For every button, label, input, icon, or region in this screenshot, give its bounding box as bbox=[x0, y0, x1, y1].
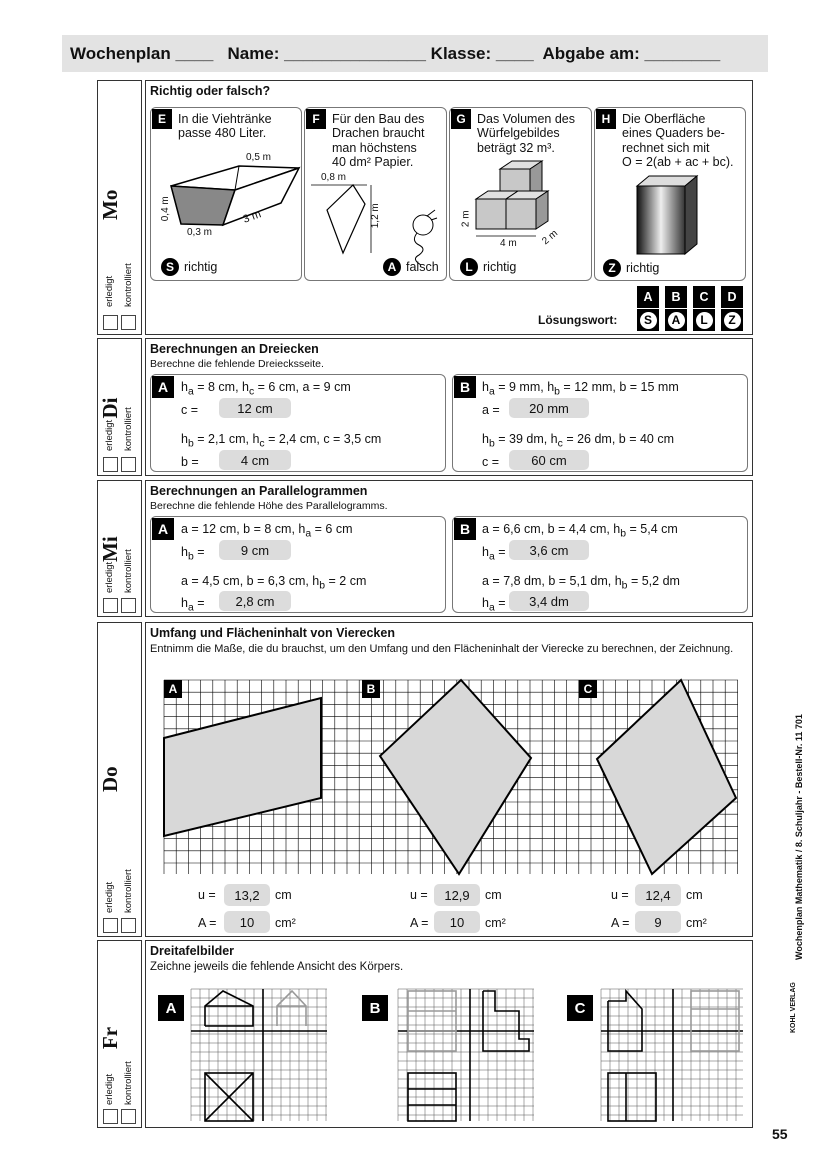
solution-label: Lösungswort: bbox=[538, 313, 618, 327]
kontrolliert-label: kontrolliert bbox=[123, 263, 134, 307]
a-answer[interactable]: 10 bbox=[224, 911, 270, 933]
day-cell-do bbox=[97, 622, 142, 937]
solution-letter: A bbox=[668, 312, 685, 329]
box-b bbox=[452, 516, 748, 613]
figure-letter: A bbox=[164, 680, 182, 698]
answer-field-1[interactable]: 12 cm bbox=[219, 398, 291, 418]
var-1: $h_a$ = bbox=[482, 545, 506, 563]
kontrolliert-label: kontrolliert bbox=[123, 1061, 134, 1105]
box-a bbox=[150, 516, 446, 613]
card-text: In die Viehtränke passe 480 Liter. bbox=[178, 112, 272, 141]
dim-height: 0,4 m bbox=[159, 196, 171, 222]
u-label: u = bbox=[410, 888, 428, 902]
card-e bbox=[150, 107, 302, 281]
box-letter: B bbox=[454, 376, 476, 398]
given-1: $h_a = 9$ mm, $h_b = 12$ mm, b = 15 mm bbox=[482, 380, 679, 398]
solution-head-d: D bbox=[721, 286, 743, 308]
panel-title: Umfang und Flächeninhalt von Vierecken bbox=[150, 626, 395, 640]
day-label: Fr bbox=[98, 1026, 122, 1050]
solution-head-c: C bbox=[693, 286, 715, 308]
erledigt-checkbox[interactable] bbox=[103, 457, 118, 472]
u-unit: cm bbox=[485, 888, 502, 902]
solution-letter: L bbox=[696, 312, 713, 329]
answer-field-2[interactable]: 3,4 dm bbox=[509, 591, 589, 611]
given-1: a = 12 cm, b = 8 cm, $h_a = 6$ cm bbox=[181, 522, 353, 540]
dim-height: 2 m bbox=[460, 210, 472, 228]
solution-cell-a bbox=[637, 309, 659, 331]
a-unit: cm² bbox=[485, 916, 506, 930]
day-cell-mo bbox=[97, 80, 142, 335]
a-unit: cm² bbox=[686, 916, 707, 930]
answer-field-2[interactable]: 4 cm bbox=[219, 450, 291, 470]
panel-tuesday bbox=[145, 338, 753, 476]
card-letter: F bbox=[306, 109, 326, 129]
solution-cell-c bbox=[693, 309, 715, 331]
var-1: $h_b$ = bbox=[181, 545, 205, 563]
answer-letter: L bbox=[460, 258, 478, 276]
answer-letter: S bbox=[161, 258, 179, 276]
u-answer[interactable]: 12,9 bbox=[434, 884, 480, 906]
kontrolliert-label: kontrolliert bbox=[123, 549, 134, 593]
var-2: $h_a$ = bbox=[181, 596, 205, 614]
var-2: c = bbox=[482, 455, 500, 469]
answer-field-2[interactable]: 2,8 cm bbox=[219, 591, 291, 611]
solution-head-b: B bbox=[665, 286, 687, 308]
kite-figure bbox=[305, 108, 448, 282]
figure-letter: C bbox=[567, 995, 593, 1021]
u-label: u = bbox=[198, 888, 216, 902]
erledigt-label: erledigt bbox=[104, 881, 115, 913]
box-b bbox=[452, 374, 748, 472]
dim-top: 0,5 m bbox=[246, 152, 272, 163]
var-1: c = bbox=[181, 403, 199, 417]
u-answer[interactable]: 13,2 bbox=[224, 884, 270, 906]
a-label: A = bbox=[198, 916, 217, 930]
answer-text: richtig bbox=[483, 260, 517, 274]
panel-subtitle: Berechne die fehlende Dreiecksseite. bbox=[150, 358, 324, 370]
erledigt-label: erledigt bbox=[104, 275, 115, 307]
given-2: a = 7,8 dm, b = 5,1 dm, $h_b = 5,2$ dm bbox=[482, 574, 680, 592]
card-text: Die Oberfläche eines Quaders be- rechnet sich mit O = 2(ab + ac + bc). bbox=[622, 112, 734, 170]
erledigt-checkbox[interactable] bbox=[103, 598, 118, 613]
box-letter: B bbox=[454, 518, 476, 540]
answer-field-1[interactable]: 3,6 cm bbox=[509, 540, 589, 560]
three-view-figure bbox=[146, 941, 754, 1129]
day-label: Do bbox=[98, 766, 122, 792]
figure-letter: B bbox=[362, 995, 388, 1021]
given-1: $h_a = 8$ cm, $h_c = 6$ cm, a = 9 cm bbox=[181, 380, 351, 398]
erledigt-checkbox[interactable] bbox=[103, 1109, 118, 1124]
panel-subtitle: Zeichne jeweils die fehlende Ansicht des Körpers. bbox=[150, 961, 404, 973]
a-label: A = bbox=[611, 916, 630, 930]
dim-height: 1,2 m bbox=[369, 203, 381, 229]
card-letter: G bbox=[451, 109, 471, 129]
given-2: a = 4,5 cm, b = 6,3 cm, $h_b = 2$ cm bbox=[181, 574, 367, 592]
solution-cell-b bbox=[665, 309, 687, 331]
var-1: a = bbox=[482, 403, 500, 417]
dim-width: 4 m bbox=[500, 238, 517, 249]
day-cell-fr bbox=[97, 940, 142, 1128]
a-label: A = bbox=[410, 916, 429, 930]
given-2: $h_b = 2,1$ cm, $h_c = 2,4$ cm, c = 3,5 cm bbox=[181, 432, 382, 450]
answer-text: falsch bbox=[406, 260, 439, 274]
dim-width: 0,8 m bbox=[321, 172, 347, 183]
kontrolliert-label: kontrolliert bbox=[123, 869, 134, 913]
header-bar bbox=[62, 35, 768, 72]
answer-field-1[interactable]: 20 mm bbox=[509, 398, 589, 418]
answer-text: richtig bbox=[626, 261, 660, 275]
u-unit: cm bbox=[686, 888, 703, 902]
day-label: Mo bbox=[98, 189, 122, 220]
panel-subtitle: Entnimm die Maße, die du brauchst, um den Umfang und den Flächeninhalt der Vierecke zu berechnen, der Zeichnung. bbox=[150, 643, 734, 655]
var-2: b = bbox=[181, 455, 199, 469]
kontrolliert-checkbox[interactable] bbox=[121, 315, 136, 330]
box-letter: A bbox=[152, 376, 174, 398]
erledigt-label: erledigt bbox=[104, 561, 115, 593]
answer-field-1[interactable]: 9 cm bbox=[219, 540, 291, 560]
erledigt-label: erledigt bbox=[104, 419, 115, 451]
panel-thursday bbox=[145, 622, 753, 937]
cuboid-figure bbox=[595, 108, 747, 282]
panel-title: Berechnungen an Dreiecken bbox=[150, 342, 319, 356]
u-label: u = bbox=[611, 888, 629, 902]
panel-subtitle: Berechne die fehlende Höhe des Parallelogramms. bbox=[150, 500, 388, 512]
card-letter: H bbox=[596, 109, 616, 129]
panel-monday bbox=[145, 80, 753, 335]
day-label: Mi bbox=[98, 536, 122, 562]
card-text: Für den Bau des Drachen braucht man höchstens 40 dm² Papier. bbox=[332, 112, 425, 170]
kontrolliert-label: kontrolliert bbox=[123, 407, 134, 451]
panel-friday bbox=[145, 940, 753, 1128]
side-order-text: Wochenplan Mathematik / 8. Schuljahr - Bestell-Nr. 11 701 bbox=[794, 714, 804, 960]
dim-length: 3 m bbox=[241, 208, 263, 226]
answer-letter: Z bbox=[603, 259, 621, 277]
solution-letter: S bbox=[640, 312, 657, 329]
kontrolliert-checkbox[interactable] bbox=[121, 598, 136, 613]
day-cell-di bbox=[97, 338, 142, 476]
cube-figure bbox=[450, 108, 593, 282]
u-unit: cm bbox=[275, 888, 292, 902]
panel-title: Richtig oder falsch? bbox=[150, 84, 271, 98]
a-answer[interactable]: 10 bbox=[434, 911, 480, 933]
solution-letter: Z bbox=[724, 312, 741, 329]
figure-letter: A bbox=[158, 995, 184, 1021]
page-number: 55 bbox=[772, 1126, 788, 1142]
var-2: $h_a$ = bbox=[482, 596, 506, 614]
panel-wednesday bbox=[145, 480, 753, 617]
solution-head-a: A bbox=[637, 286, 659, 308]
day-label: Di bbox=[98, 397, 122, 419]
figure-letter: B bbox=[362, 680, 380, 698]
card-h bbox=[594, 107, 746, 281]
trough-figure bbox=[151, 108, 303, 282]
answer-field-2[interactable]: 60 cm bbox=[509, 450, 589, 470]
card-letter: E bbox=[152, 109, 172, 129]
given-2: $h_b = 39$ dm, $h_c = 26$ dm, b = 40 cm bbox=[482, 432, 675, 450]
erledigt-checkbox[interactable] bbox=[103, 918, 118, 933]
given-1: a = 6,6 cm, b = 4,4 cm, $h_b = 5,4$ cm bbox=[482, 522, 678, 540]
erledigt-checkbox[interactable] bbox=[103, 315, 118, 330]
panel-title: Berechnungen an Parallelogrammen bbox=[150, 484, 368, 498]
a-answer[interactable]: 9 bbox=[635, 911, 681, 933]
answer-letter: A bbox=[383, 258, 401, 276]
card-f bbox=[304, 107, 447, 281]
box-a bbox=[150, 374, 446, 472]
box-letter: A bbox=[152, 518, 174, 540]
card-g bbox=[449, 107, 592, 281]
answer-text: richtig bbox=[184, 260, 218, 274]
panel-title: Dreitafelbilder bbox=[150, 944, 235, 958]
day-cell-mi bbox=[97, 480, 142, 617]
erledigt-label: erledigt bbox=[104, 1073, 115, 1105]
kontrolliert-checkbox[interactable] bbox=[121, 457, 136, 472]
dim-depth: 2 m bbox=[540, 227, 561, 248]
a-unit: cm² bbox=[275, 916, 296, 930]
header-text: Wochenplan ____ Name: _______________ Klasse: ____ Abgabe am: ________ bbox=[70, 43, 721, 63]
publisher-logo: KOHL VERLAG bbox=[790, 982, 797, 1033]
figure-letter: C bbox=[579, 680, 597, 698]
kontrolliert-checkbox[interactable] bbox=[121, 918, 136, 933]
card-text: Das Volumen des Würfelgebildes beträgt 32 m³. bbox=[477, 112, 575, 155]
dim-bottom: 0,3 m bbox=[187, 227, 213, 238]
solution-cell-d bbox=[721, 309, 743, 331]
u-answer[interactable]: 12,4 bbox=[635, 884, 681, 906]
kontrolliert-checkbox[interactable] bbox=[121, 1109, 136, 1124]
